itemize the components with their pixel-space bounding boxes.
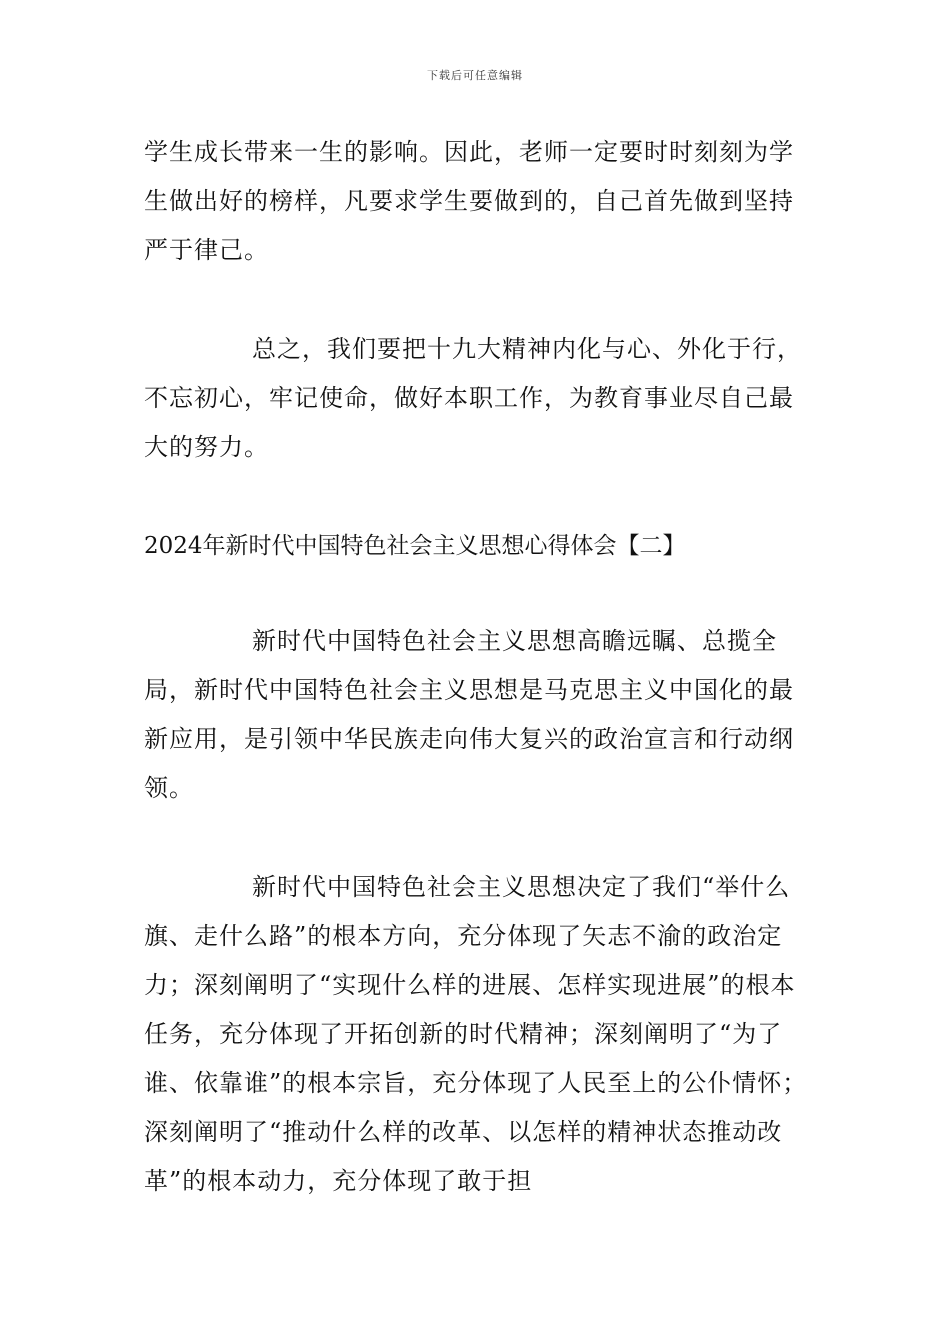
paragraph-intro: 新时代中国特色社会主义思想高瞻远瞩、总揽全局，新时代中国特色社会主义思想是马克思主义中国化的最新应用，是引领中华民族走向伟大复兴的政治宣言和行动纲领。: [144, 627, 794, 802]
section-heading: 2024年新时代中国特色社会主义思想心得体会【二】: [144, 533, 686, 559]
document-body: [144, 128, 814, 1206]
page-header-note: 下载后可任意编辑: [427, 69, 523, 82]
paragraph-conclusion: 总之，我们要把十九大精神内化与心、外化于行，不忘初心，牢记使命，做好本职工作，为教育事业尽自己最大的努力。: [144, 335, 802, 461]
paragraph-body: 新时代中国特色社会主义思想决定了我们“举什么旗、走什么路”的根本方向，充分体现了矢志不渝的政治定力；深刻阐明了“实现什么样的进展、怎样实现进展”的根本任务，充分体现了开拓创新的时代精神；深刻阐明了“为了谁、依靠谁”的根本宗旨，充分体现了人民至上的公仆情怀；深刻阐明了“推动什么样的改革、以怎样的精神状态推动改革”的根本动力，充分体现了敢于担: [144, 873, 808, 1195]
paragraph-continuation: 学生成长带来一生的影响。因此，老师一定要时时刻刻为学生做出好的榜样，凡要求学生要做到的，自己首先做到坚持严于律己。: [144, 138, 794, 264]
